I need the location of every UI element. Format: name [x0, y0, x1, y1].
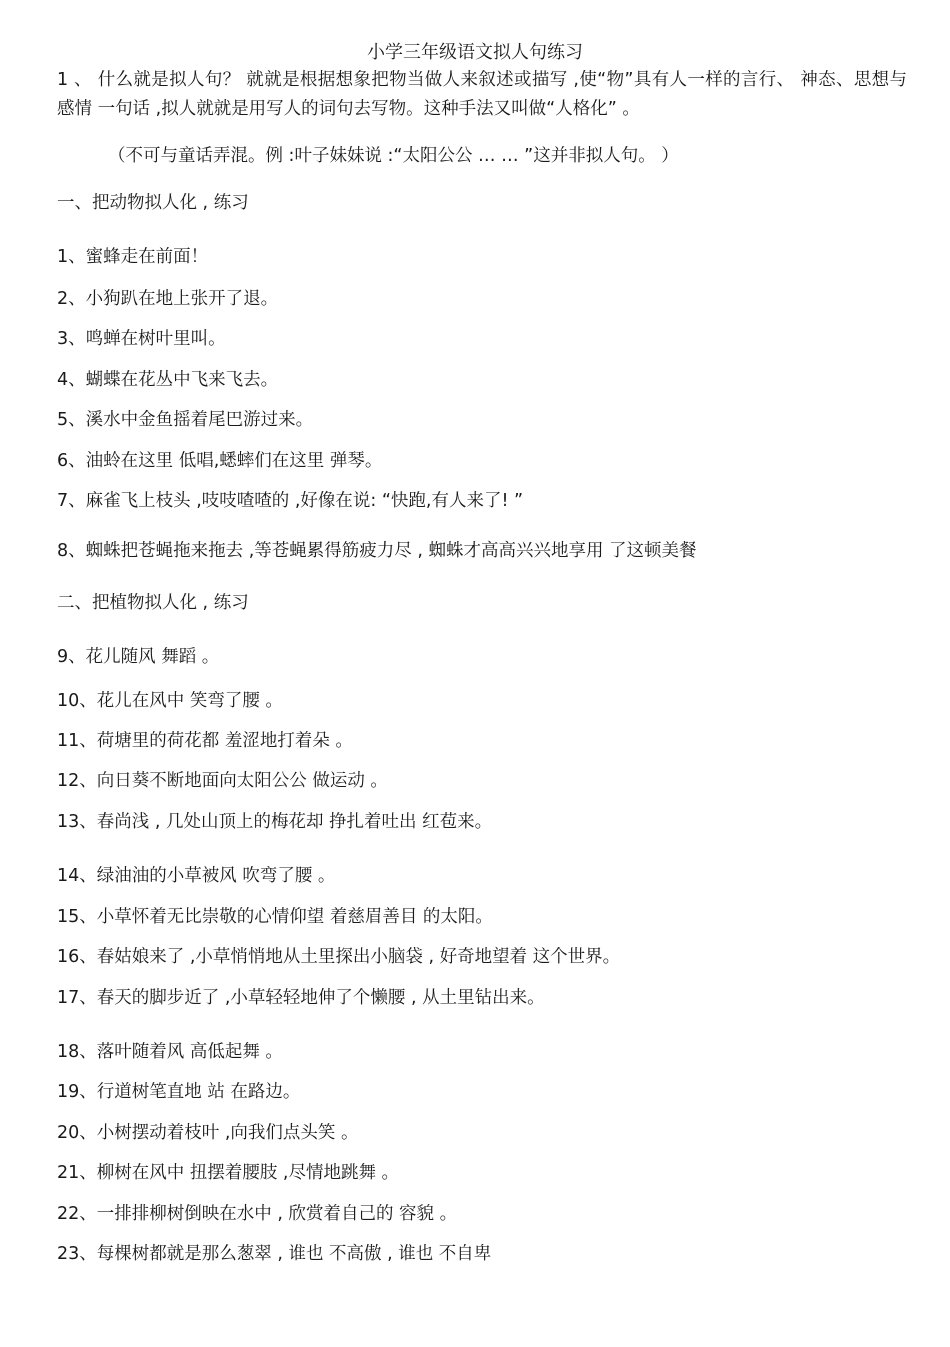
intro-paragraph: 1 、 什么就是拟人句？ 就就是根据想象把物当做人来叙述或描写 ,使“物”具有人一样的言行、 神态、思想与感情 一句话 ,拟人就就是用写人的词句去写物。这种手法又叫做“人格化” 。 [57, 70, 907, 119]
exercise-item: 9、花儿随风 舞蹈 。 [57, 647, 220, 667]
exercise-item: 6、油蛉在这里 低唱,蟋蟀们在这里 弹琴。 [57, 451, 383, 471]
section-heading-plants: 二、把植物拟人化 , 练习 [57, 593, 249, 613]
exercise-item: 4、蝴蝶在花丛中飞来飞去。 [57, 370, 279, 390]
exercise-item: 21、柳树在风中 扭摆着腰肢 ,尽情地跳舞 。 [57, 1163, 400, 1183]
exercise-item: 19、行道树笔直地 站 在路边。 [57, 1082, 301, 1102]
exercise-item: 13、春尚浅 , 几处山顶上的梅花却 挣扎着吐出 红苞来。 [57, 812, 493, 832]
section-heading-animals: 一、把动物拟人化 , 练习 [57, 193, 249, 213]
note-paragraph: （不可与童话弄混。例 :叶子妹妹说 :“太阳公公 … … ”这并非拟人句。 ） [108, 146, 679, 166]
exercise-item: 16、春姑娘来了 ,小草悄悄地从土里探出小脑袋 , 好奇地望着 这个世界。 [57, 947, 621, 967]
exercise-item: 15、小草怀着无比崇敬的心情仰望 着慈眉善目 的太阳。 [57, 907, 493, 927]
exercise-item: 10、花儿在风中 笑弯了腰 。 [57, 691, 283, 711]
exercise-item: 3、鸣蝉在树叶里叫。 [57, 329, 226, 349]
exercise-item: 17、春天的脚步近了 ,小草轻轻地伸了个懒腰 , 从土里钻出来。 [57, 988, 545, 1008]
exercise-item: 5、溪水中金鱼摇着尾巴游过来。 [57, 410, 314, 430]
exercise-item: 7、麻雀飞上枝头 ,吱吱喳喳的 ,好像在说: “快跑,有人来了! ” [57, 491, 524, 511]
exercise-item: 1、蜜蜂走在前面！ [57, 247, 209, 267]
exercise-item: 23、每棵树都就是那么葱翠 , 谁也 不高傲 , 谁也 不自卑 [57, 1244, 492, 1264]
exercise-item: 14、绿油油的小草被风 吹弯了腰 。 [57, 866, 336, 886]
exercise-item: 8、蜘蛛把苍蝇拖来拖去 ,等苍蝇累得筋疲力尽 , 蜘蛛才高高兴兴地享用 了这顿美餐 [57, 541, 697, 561]
exercise-item: 12、向日葵不断地面向太阳公公 做运动 。 [57, 771, 388, 791]
exercise-item: 22、一排排柳树倒映在水中 , 欣赏着自己的 容貌 。 [57, 1204, 458, 1224]
exercise-item: 11、荷塘里的荷花都 羞涩地打着朵 。 [57, 731, 353, 751]
document-title: 小学三年级语文拟人句练习 [367, 42, 583, 63]
exercise-item: 18、落叶随着风 高低起舞 。 [57, 1042, 283, 1062]
exercise-item: 2、小狗趴在地上张开了退。 [57, 289, 279, 309]
exercise-item: 20、小树摆动着枝叶 ,向我们点头笑 。 [57, 1123, 359, 1143]
